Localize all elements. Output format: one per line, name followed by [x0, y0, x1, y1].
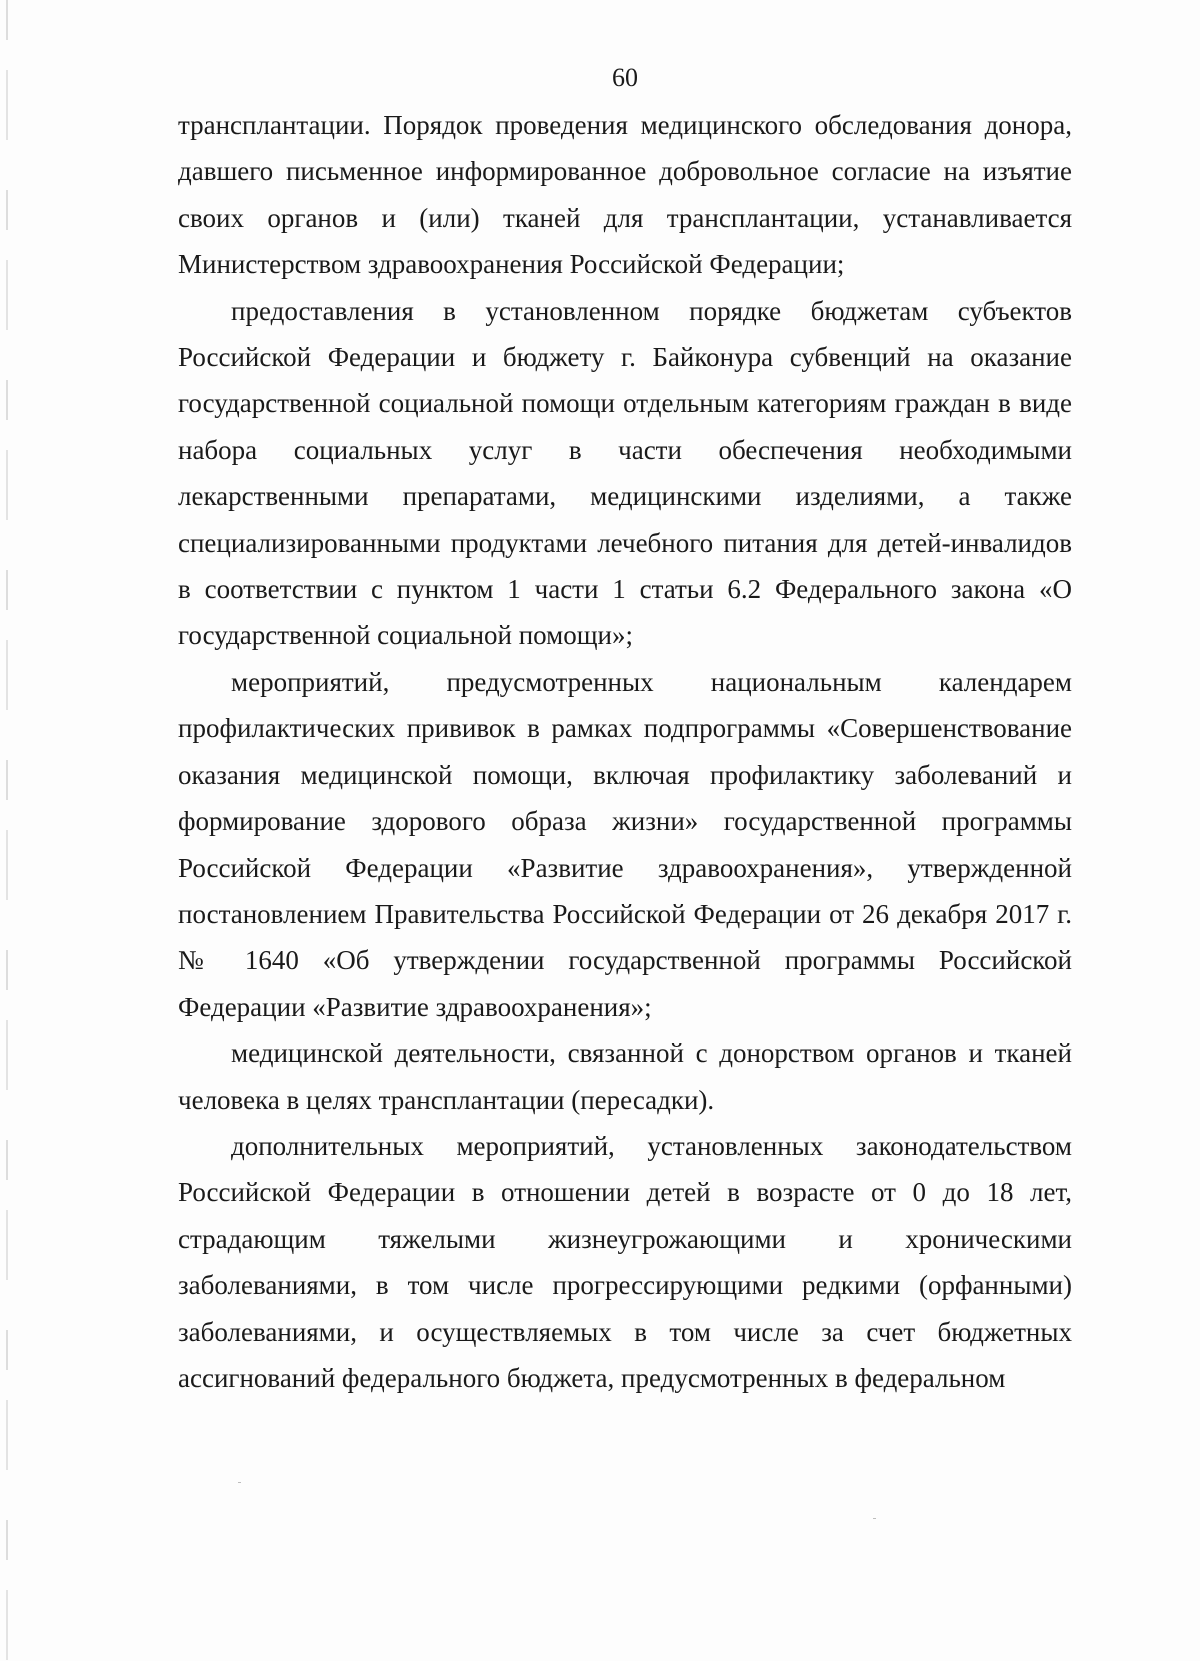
paragraph-1: трансплантации. Порядок проведения медицинского обследования донора, давшего письменное информированное добровольное согласие на изъятие своих органов и (или) тканей для трансплантации, устанавливается Министерством здравоохранения Российской Федерации; — [178, 110, 1072, 280]
scan-speck — [873, 1518, 876, 1519]
scan-speck — [238, 1482, 241, 1483]
page-number: 60 — [612, 63, 638, 92]
paragraph-2: предоставления в установленном порядке бюджетам субъектов Российской Федерации и бюджету г. Байконура субвенций на оказание государственной социальной помощи отдельным категориям граждан в виде набора социальных услуг в части обеспечения необходимыми лекарственными препаратами, медицинскими изделиями, а также специализированными продуктами лечебного питания для детей-инвалидов в соответствии с пунктом 1 части 1 статьи 6.2 Федерального закона «О государственной социальной помощи»; — [178, 295, 1072, 651]
paragraph-3: мероприятий, предусмотренных национальным календарем профилактических прививок в рамках подпрограммы «Совершенствование оказания медицинской помощи, включая профилактику заболеваний и формирование здорового образа жизни» государственной программы Российской Федерации «Развитие здравоохранения», утвержденной постановлением Правительства Российской Федерации от 26 декабря 2017 г. № 1640 «Об утверждении государственной программы Российской Федерации «Развитие здравоохранения»; — [178, 666, 1072, 1022]
scan-edge-artifact — [6, 0, 8, 1661]
paragraph-5: дополнительных мероприятий, установленных законодательством Российской Федерации в отношении детей в возрасте от 0 до 18 лет, страдающим тяжелыми жизнеугрожающими и хроническими заболеваниями, в том числе прогрессирующими редкими (орфанными) заболеваниями, и осуществляемых в том числе за счет бюджетных ассигнований федерального бюджета, предусмотренных в федеральном — [178, 1130, 1072, 1393]
document-body — [178, 102, 1072, 1401]
paragraph-4: медицинской деятельности, связанной с донорством органов и тканей человека в целях трансплантации (пересадки). — [178, 1038, 1072, 1115]
